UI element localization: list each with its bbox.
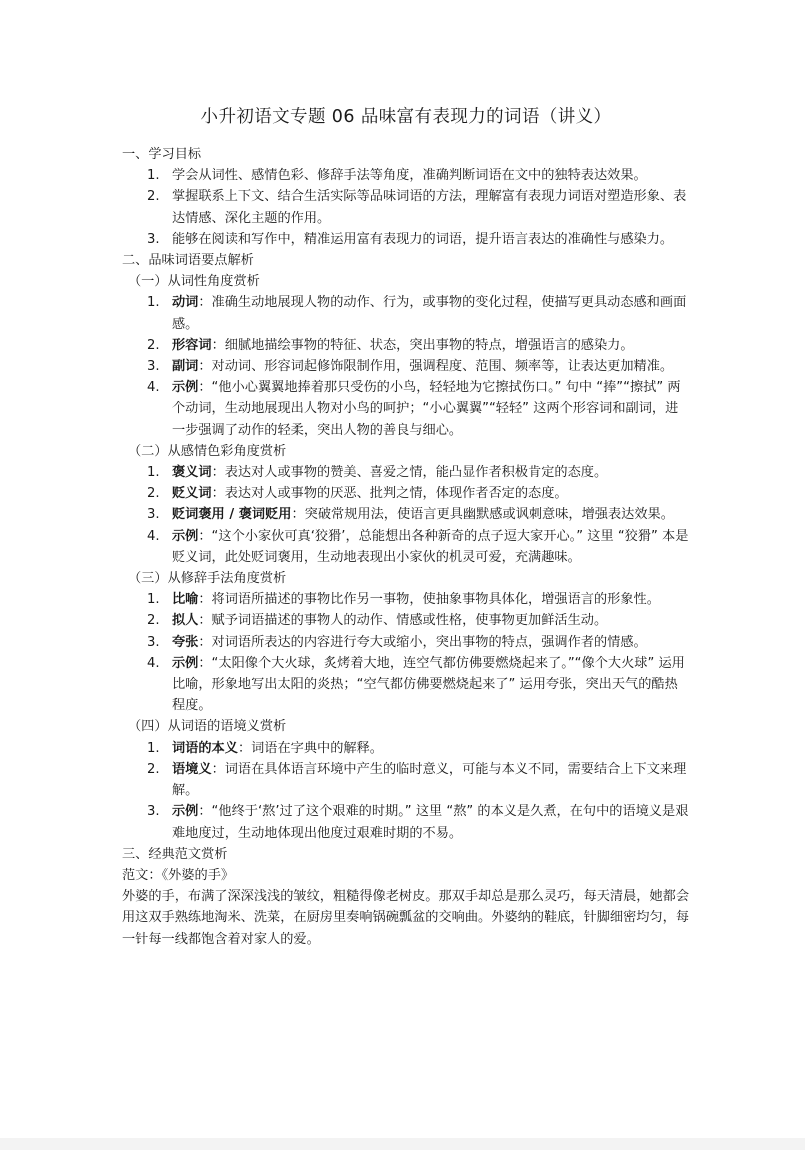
subsection-heading-rhetoric: （三）从修辞手法角度赏析: [128, 571, 287, 587]
item-number: 3.: [147, 359, 160, 375]
list-item: [122, 610, 690, 631]
item-number: 3.: [147, 634, 160, 650]
item-term: 动词: [172, 295, 199, 311]
section-heading-objectives: 一、学习目标: [122, 147, 202, 162]
section-heading-model-essay: 三、经典范文赏析: [122, 846, 228, 862]
list-item: [122, 165, 690, 186]
list-item: [122, 377, 690, 441]
item-text: ：表达对人或事物的赞美、喜爱之情，能凸显作者积极肯定的态度。: [211, 465, 608, 481]
document-content: [122, 104, 690, 950]
list-item: [122, 738, 690, 759]
item-term: 语境义: [172, 761, 212, 777]
list-item: [122, 292, 690, 334]
list-item: [122, 186, 690, 228]
item-term: 褒义词: [172, 465, 212, 481]
item-term: 副词: [172, 359, 199, 375]
item-text: ：突破常规用法，使语言更具幽默感或讽刺意味，增强表达效果。: [291, 507, 674, 523]
item-number: 2.: [147, 613, 160, 629]
objectives-list: [122, 165, 690, 250]
list-item: [122, 504, 690, 525]
list-item: [122, 526, 690, 568]
item-number: 4.: [147, 528, 160, 544]
list-item: [122, 759, 690, 801]
list-item: [122, 632, 690, 653]
item-text: ：“他小心翼翼地捧着那只受伤的小鸟，轻轻地为它擦拭伤口。” 句中 “捧”“擦拭” 两个动词，生动地展现出人物对小鸟的呵护；“小心翼翼”“轻轻” 这两个形容词和副词，进一步强调了动作的轻柔，突出人物的善良与细心。: [172, 380, 681, 438]
item-term: 词语的本义: [172, 740, 238, 756]
word-class-list: [122, 292, 690, 440]
list-item: [122, 356, 690, 377]
item-number: 1.: [147, 740, 160, 756]
item-number: 2.: [147, 189, 160, 205]
item-number: 3.: [147, 231, 160, 247]
list-item: [122, 653, 690, 717]
context-list: [122, 738, 690, 844]
item-term: 比喻: [172, 592, 199, 608]
model-essay-paragraph: 外婆的手，布满了深深浅浅的皱纹，粗糙得像老树皮。那双手却总是那么灵巧，每天清晨，她都会用这双手熟练地淘米、洗菜，在厨房里奏响锅碗瓢盆的交响曲。外婆纳的鞋底，针脚细密均匀，每一针每一线都饱含着对家人的爱。: [122, 889, 690, 947]
item-number: 1.: [147, 168, 160, 184]
list-item: [122, 483, 690, 504]
item-term: 示例: [172, 804, 199, 820]
sentiment-list: [122, 462, 690, 568]
item-number: 3.: [147, 804, 160, 820]
item-text: ：表达对人或事物的厌恶、批判之情，体现作者否定的态度。: [211, 486, 568, 502]
rhetoric-list: [122, 589, 690, 716]
item-text: 能够在阅读和写作中，精准运用富有表现力的词语，提升语言表达的准确性与感染力。: [172, 231, 674, 247]
item-term: 形容词: [172, 337, 212, 353]
page-title: 小升初语文专题 06 品味富有表现力的词语（讲义）: [200, 107, 612, 127]
subsection-heading-word-class: （一）从词性角度赏析: [128, 274, 260, 290]
subsection-heading-context: （四）从词语的语境义赏析: [128, 719, 287, 735]
item-term: 贬义词: [172, 486, 212, 502]
item-text: ：赋予词语描述的事物人的动作、情感或性格，使事物更加鲜活生动。: [198, 613, 608, 629]
item-text: 学会从词性、感情色彩、修辞手法等角度，准确判断词语在文中的独特表达效果。: [172, 168, 647, 184]
item-text: ：“太阳像个大火球，炙烤着大地，连空气都仿佛要燃烧起来了。”“像个大火球” 运用比喻，形象地写出太阳的炎热；“空气都仿佛要燃烧起来了” 运用夸张，突出天气的酷热程度。: [172, 655, 685, 714]
item-term: 拟人: [172, 613, 199, 629]
item-number: 2.: [147, 486, 160, 502]
list-item: [122, 462, 690, 483]
item-text: ：“这个小家伙可真‘狡猾’，总能想出各种新奇的点子逗大家开心。” 这里 “狡猾” 本是贬义词，此处贬词褒用，生动地表现出小家伙的机灵可爱，充满趣味。: [172, 528, 689, 565]
item-term: 示例: [172, 380, 199, 396]
item-text: ：对词语所表达的内容进行夸大或缩小，突出事物的特点，强调作者的情感。: [198, 634, 647, 650]
item-term: 夸张: [172, 634, 199, 650]
item-text: ：词语在字典中的解释。: [237, 740, 383, 756]
item-text: ：准确生动地展现人物的动作、行为，或事物的变化过程，使描写更具动态感和画面感。: [172, 295, 687, 332]
item-term: 示例: [172, 528, 199, 544]
item-text: 掌握联系上下文、结合生活实际等品味词语的方法，理解富有表现力词语对塑造形象、表达情感、深化主题的作用。: [172, 189, 687, 226]
item-number: 1.: [147, 465, 160, 481]
item-number: 4.: [147, 655, 160, 671]
list-item: [122, 229, 690, 250]
list-item: [122, 801, 690, 843]
item-term: 示例: [172, 655, 199, 671]
item-number: 2.: [147, 761, 160, 777]
section-heading-analysis: 二、品味词语要点解析: [122, 253, 254, 269]
item-text: ：对动词、形容词起修饰限制作用，强调程度、范围、频率等，让表达更加精准。: [198, 359, 674, 375]
item-number: 3.: [147, 507, 160, 523]
item-number: 1.: [147, 295, 160, 311]
subsection-heading-sentiment: （二）从感情色彩角度赏析: [128, 443, 287, 459]
item-text: ：将词语所描述的事物比作另一事物，使抽象事物具体化，增强语言的形象性。: [198, 592, 660, 608]
model-essay-label: 范文：《外婆的手》: [122, 867, 235, 883]
list-item: [122, 335, 690, 356]
item-term: 贬词褒用 / 褒词贬用: [172, 507, 292, 523]
item-number: 1.: [147, 592, 160, 608]
item-text: ：“他终于‘熬’过了这个艰难的时期。” 这里 “熬” 的本义是久煮，在句中的语境义是艰难地度过，生动地体现出他度过艰难时期的不易。: [172, 804, 689, 841]
item-text: ：词语在具体语言环境中产生的临时意义，可能与本义不同，需要结合上下文来理解。: [172, 761, 687, 799]
list-item: [122, 589, 690, 610]
item-number: 2.: [147, 337, 160, 353]
item-text: ：细腻地描绘事物的特征、状态，突出事物的特点，增强语言的感染力。: [211, 337, 634, 353]
item-number: 4.: [147, 380, 160, 396]
